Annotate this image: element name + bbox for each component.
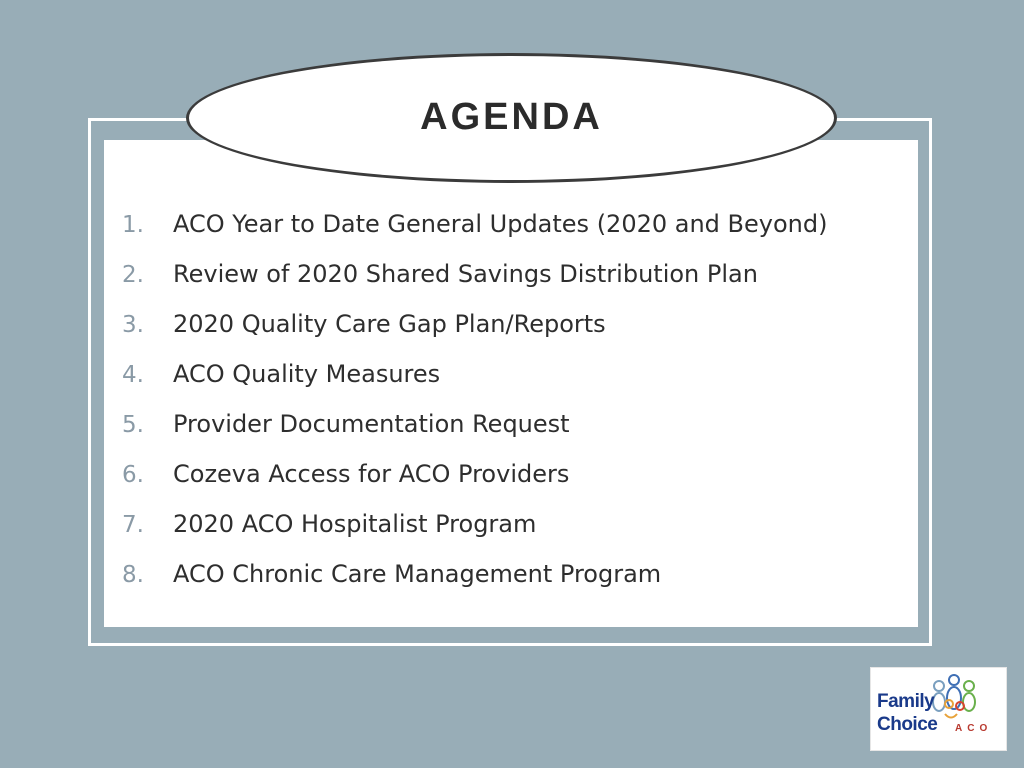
agenda-item-label: 2020 Quality Care Gap Plan/Reports [173, 310, 606, 338]
agenda-item-label: ACO Chronic Care Management Program [173, 560, 662, 588]
agenda-item-number: 5. [122, 412, 144, 438]
agenda-item-label: ACO Year to Date General Updates (2020 and Beyond) [173, 210, 828, 238]
agenda-item-number: 2. [122, 262, 144, 288]
slide-title: AGENDA [420, 95, 603, 138]
agenda-item-number: 4. [122, 362, 144, 388]
agenda-item-number: 1. [122, 212, 144, 238]
agenda-item [122, 410, 912, 460]
agenda-item [122, 260, 912, 310]
agenda-item [122, 310, 912, 360]
agenda-item [122, 560, 912, 610]
logo-aco-text: ACO [955, 723, 993, 734]
agenda-item-label: Provider Documentation Request [173, 410, 570, 438]
agenda-item-number: 6. [122, 462, 144, 488]
family-choice-aco-logo [870, 667, 1007, 751]
logo-choice-text: Choice [877, 714, 938, 735]
title-ellipse [186, 53, 837, 183]
agenda-item [122, 210, 912, 260]
agenda-item-label: Cozeva Access for ACO Providers [173, 460, 570, 488]
agenda-item-number: 3. [122, 312, 144, 338]
agenda-item [122, 510, 912, 560]
agenda-item-label: ACO Quality Measures [173, 360, 441, 388]
agenda-item [122, 360, 912, 410]
logo-family-text: Family [877, 691, 935, 712]
agenda-item [122, 460, 912, 510]
agenda-item-label: Review of 2020 Shared Savings Distribution Plan [173, 260, 758, 288]
agenda-item-number: 7. [122, 512, 144, 538]
agenda-item-label: 2020 ACO Hospitalist Program [173, 510, 537, 538]
agenda-item-number: 8. [122, 562, 144, 588]
agenda-list [122, 210, 912, 610]
